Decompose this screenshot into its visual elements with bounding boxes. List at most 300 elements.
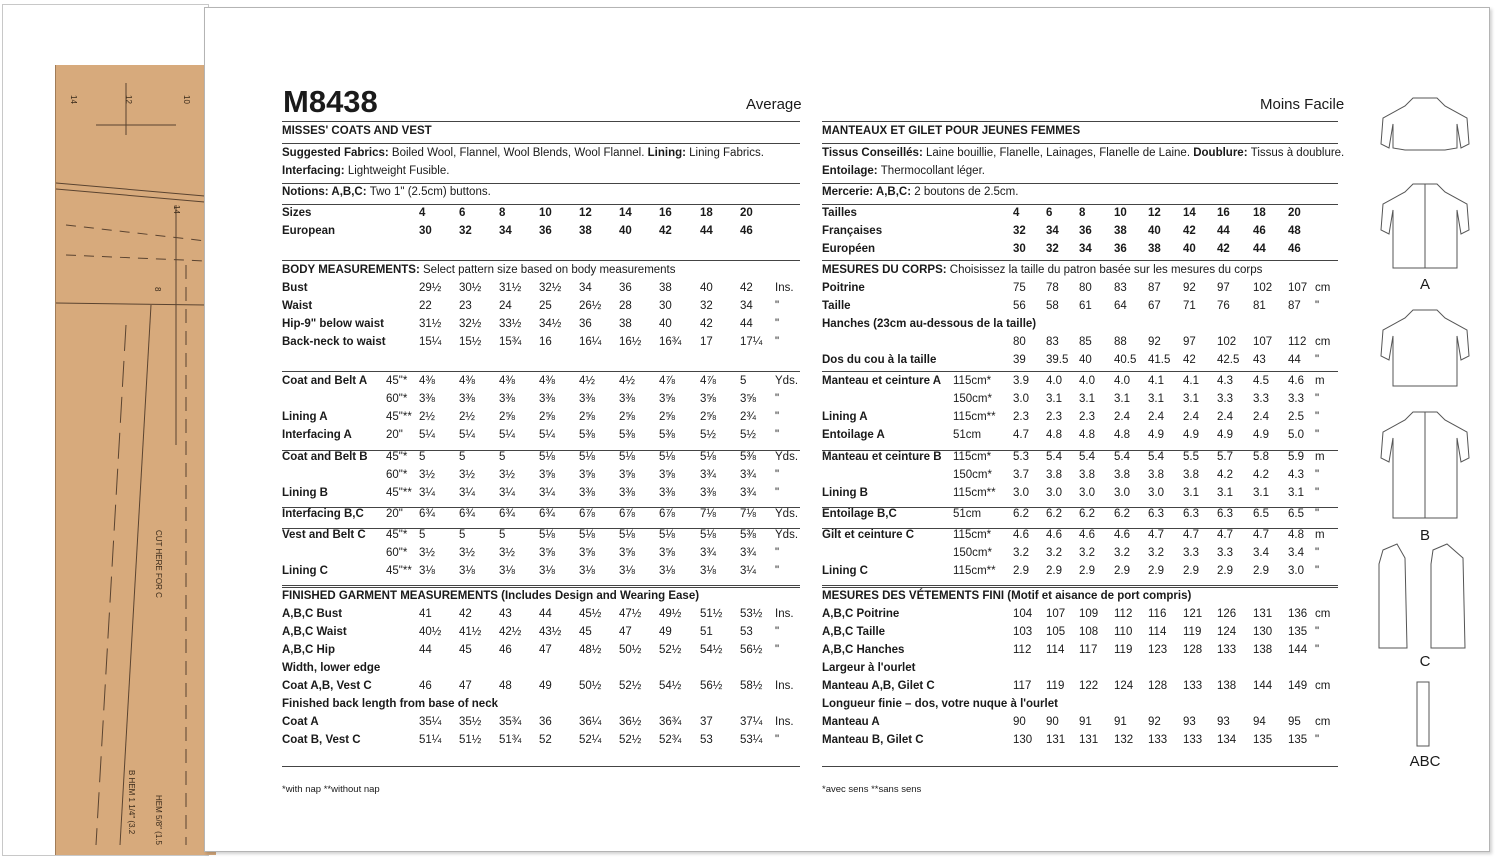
lining-text: Lining Fabrics. [689,147,764,159]
value-cell: 40 [1079,354,1092,366]
value-cell: 3.3 [1217,393,1233,405]
value-cell: 7⅛ [700,508,716,520]
unit-cell: " [775,429,780,441]
value-cell: 6¾ [499,508,515,520]
fabric-width: 115cm** [953,411,996,423]
body-row-label: Hip-9" below waist [282,318,384,330]
suggested-fabrics [822,147,1344,159]
value-cell: 52¼ [579,734,602,746]
size-cell: 6 [459,207,466,219]
value-cell: 112 [1013,644,1032,656]
value-cell: 5¼ [459,429,475,441]
size-cell: 46 [1288,243,1301,255]
value-cell: 4.7 [1013,429,1029,441]
size-cell: 18 [1253,207,1266,219]
value-cell: 6.3 [1217,508,1233,520]
value-cell: 4.9 [1253,429,1269,441]
value-cell: 36 [539,716,552,728]
value-cell: 3⅝ [740,393,756,405]
value-cell: 40 [659,318,672,330]
divider [282,143,800,144]
size-cell: 42 [1217,243,1230,255]
value-cell: 31½ [419,318,442,330]
value-cell: 3.3 [1253,393,1269,405]
value-cell: 49 [539,680,552,692]
value-cell: 29½ [419,282,442,294]
finished-row-label: A,B,C Waist [282,626,347,638]
fabric-width: 45"** [386,411,412,423]
value-cell: 37 [700,716,713,728]
value-cell: 47 [619,626,632,638]
value-cell: 34½ [539,318,562,330]
value-cell: 6.2 [1013,508,1029,520]
size-cell: 40 [1148,225,1161,237]
value-cell: 5⅜ [579,429,595,441]
value-cell: 119 [1046,680,1065,692]
unit-cell: " [1315,429,1320,441]
value-cell: 6⅞ [619,508,635,520]
size-cell: 32 [1046,243,1059,255]
tissue-cut-text: CUT HERE FOR C [154,530,163,598]
value-cell: 124 [1217,626,1237,638]
value-cell: 93 [1183,716,1196,728]
value-cell: 17¼ [740,336,763,348]
value-cell: 58½ [740,680,763,692]
size-cell: 8 [499,207,506,219]
unit-cell: cm [1315,608,1331,620]
value-cell: 2.9 [1046,565,1062,577]
unit-cell: cm [1315,680,1331,692]
value-cell: 2⅝ [659,411,675,423]
value-cell: 136 [1288,608,1308,620]
value-cell: 3½ [499,547,515,559]
finished-row-label: Coat A [282,716,319,728]
value-cell: 3.1 [1183,487,1199,499]
value-cell: 119 [1183,626,1202,638]
divider [822,204,1338,205]
value-cell: 3.8 [1148,469,1164,481]
size-cell: 36 [1079,225,1092,237]
value-cell: 102 [1217,336,1237,348]
size-cell: 18 [700,207,713,219]
finished-row-label: Manteau A,B, Gilet C [822,680,935,692]
size-cell: 12 [1148,207,1161,219]
size-cell: 46 [1253,225,1266,237]
value-cell: 3.2 [1013,547,1029,559]
value-cell: 71 [1183,300,1196,312]
value-cell: 56½ [740,644,763,656]
value-cell: 3⅛ [499,565,515,577]
value-cell: 5½ [700,429,716,441]
fabric-width: 51cm [953,508,982,520]
value-cell: 135 [1253,734,1273,746]
value-cell: 22 [419,300,432,312]
value-cell: 92 [1148,716,1161,728]
value-cell: 75 [1013,282,1026,294]
value-cell: 121 [1183,608,1203,620]
value-cell: 56½ [700,680,723,692]
value-cell: 35½ [459,716,482,728]
size-cell: 42 [1183,225,1196,237]
value-cell: 2.4 [1148,411,1164,423]
value-cell: 5¼ [539,429,555,441]
size-cell: 40 [1183,243,1196,255]
value-cell: 58 [1046,300,1059,312]
lining-label: Lining: [647,147,690,159]
value-cell: 31½ [499,282,522,294]
size-cell: 46 [740,225,753,237]
value-cell: 104 [1013,608,1033,620]
value-cell: 2⅝ [499,411,515,423]
value-cell: 4⅜ [459,375,475,387]
value-cell: 2.3 [1046,411,1062,423]
fabric-width: 51cm [953,429,982,441]
size-cell: 32 [1013,225,1026,237]
value-cell: 5⅛ [700,529,716,541]
value-cell: 128 [1148,680,1168,692]
unit-cell: " [775,565,780,577]
finished-row-label: Largeur à l'ourlet [822,662,916,674]
value-cell: 133 [1217,644,1237,656]
interfacing-text: Thermocollant léger. [880,165,985,177]
value-cell: 3⅜ [419,393,435,405]
body-heading-label: MESURES DU CORPS: [822,264,950,276]
value-cell: 3⅛ [619,565,635,577]
fabric-width: 45"* [386,529,408,541]
value-cell: 42 [700,318,713,330]
value-cell: 138 [1217,680,1237,692]
value-cell: 3¼ [499,487,515,499]
value-cell: 90 [1046,716,1059,728]
value-cell: 105 [1046,626,1066,638]
value-cell: 53 [740,626,753,638]
notions-text: Two 1" (2.5cm) buttons. [369,186,491,198]
value-cell: 133 [1183,734,1203,746]
value-cell: 36¾ [659,716,682,728]
value-cell: 3⅜ [619,393,635,405]
value-cell: 3⅜ [539,393,555,405]
unit-cell: " [775,547,780,559]
value-cell: 17 [700,336,713,348]
divider [282,204,800,205]
value-cell: 3⅝ [619,547,635,559]
value-cell: 3¾ [700,547,716,559]
value-cell: 5⅜ [619,429,635,441]
value-cell: 64 [1114,300,1127,312]
value-cell: 5⅛ [659,529,675,541]
value-cell: 3⅛ [539,565,555,577]
value-cell: 3.0 [1148,487,1164,499]
view-label-a: A [1419,276,1430,293]
size-cell: 36 [539,225,552,237]
unit-cell: m [1315,529,1325,541]
unit-cell: " [775,626,780,638]
sizes-label: Tailles [822,207,857,219]
suggested-fabrics [282,147,764,159]
value-cell: 53 [700,734,713,746]
value-cell: 3½ [499,469,515,481]
unit-cell: Ins. [775,282,794,294]
value-cell: 44 [419,644,432,656]
unit-cell: " [775,734,780,746]
finished-heading: FINISHED GARMENT MEASUREMENTS (Includes Design and Wearing Ease) [282,590,700,602]
unit-cell: Yds. [775,451,799,463]
unit-cell: " [1315,411,1320,423]
unit-cell: Ins. [775,680,794,692]
tissue-mark-2: 10 [182,95,191,104]
value-cell: 3¼ [419,487,435,499]
unit-cell: " [1315,393,1320,405]
value-cell: 44 [1288,354,1301,366]
yardage-label: Coat and Belt A [282,375,368,387]
value-cell: 4.6 [1288,375,1304,387]
value-cell: 33½ [499,318,522,330]
value-cell: 135 [1288,734,1308,746]
footnote: *avec sens **sans sens [822,784,922,795]
value-cell: 134 [1217,734,1237,746]
finished-row-label: A,B,C Bust [282,608,343,620]
unit-cell: " [775,300,780,312]
yardage-label: Interfacing B,C [282,508,364,520]
divider [822,143,1338,144]
value-cell: 42 [740,282,753,294]
value-cell: 45½ [579,608,602,620]
value-cell: 40½ [419,626,442,638]
value-cell: 2.4 [1183,411,1199,423]
size-cell: 4 [1013,207,1020,219]
unit-cell: " [1315,547,1320,559]
value-cell: 3½ [459,547,475,559]
tissue-hem-c: HEM 5/8" (1.5 [154,795,163,845]
value-cell: 97 [1217,282,1230,294]
unit-cell: " [775,469,780,481]
size-cell: 44 [700,225,713,237]
value-cell: 4.0 [1079,375,1095,387]
view-label-c: C [1419,653,1431,670]
yardage-label: Coat and Belt B [282,451,368,463]
divider [822,371,1338,372]
value-cell: 3⅛ [419,565,435,577]
value-cell: 30½ [459,282,482,294]
value-cell: 3⅝ [659,547,675,559]
value-cell: 2.9 [1114,565,1130,577]
value-cell: 3¼ [459,487,475,499]
value-cell: 38 [619,318,632,330]
fabric-width: 45"* [386,375,408,387]
unit-cell: " [775,487,780,499]
value-cell: 5¼ [419,429,435,441]
value-cell: 4⅞ [700,375,716,387]
value-cell: 26½ [579,300,602,312]
value-cell: 16½ [619,336,642,348]
value-cell: 135 [1288,626,1308,638]
value-cell: 30 [659,300,672,312]
value-cell: 5⅛ [539,529,555,541]
unit-cell: Yds. [775,508,799,520]
unit-cell: " [775,393,780,405]
value-cell: 5⅜ [740,451,756,463]
value-cell: 6¾ [419,508,435,520]
fabric-width: 20" [386,508,403,520]
size-cell: 34 [1079,243,1092,255]
unit-cell: Ins. [775,716,794,728]
value-cell: 51½ [700,608,723,620]
size-cell: 30 [1013,243,1026,255]
value-cell: 87 [1148,282,1161,294]
value-cell: 47½ [619,608,642,620]
value-cell: 3⅝ [539,469,555,481]
value-cell: 2.9 [1253,565,1269,577]
finished-row-label: Longueur finie – dos, votre nuque à l'ourlet [822,698,1058,710]
value-cell: 48 [499,680,512,692]
finished-row-label: Finished back length from base of neck [282,698,498,710]
value-cell: 3⅛ [579,565,595,577]
value-cell: 2.4 [1114,411,1130,423]
tissue-mark-3: 14 [172,205,181,214]
value-cell: 5⅛ [579,529,595,541]
value-cell: 15¾ [499,336,522,348]
notions-label: Notions: A,B,C: [282,186,370,198]
divider [282,766,800,767]
size-cell: 14 [619,207,632,219]
size-cell: 12 [579,207,592,219]
value-cell: 3.0 [1013,487,1029,499]
finished-row-label: Manteau B, Gilet C [822,734,924,746]
value-cell: 92 [1148,336,1161,348]
value-cell: 5.7 [1217,451,1233,463]
divider [282,183,800,184]
difficulty-fr: Moins Facile [1260,96,1345,113]
value-cell: 5.8 [1253,451,1269,463]
value-cell: 3.0 [1288,565,1304,577]
value-cell: 5½ [740,429,756,441]
value-cell: 5 [740,375,747,387]
fabric-width: 60"* [386,469,408,481]
value-cell: 53¼ [740,734,763,746]
value-cell: 5⅛ [619,451,635,463]
value-cell: 108 [1079,626,1099,638]
value-cell: 4⅞ [659,375,675,387]
value-cell: 4½ [619,375,635,387]
value-cell: 3.7 [1013,469,1029,481]
value-cell: 3¼ [539,487,555,499]
value-cell: 48½ [579,644,602,656]
value-cell: 67 [1148,300,1161,312]
tissue-mark-0: 14 [69,95,78,104]
value-cell: 52¾ [659,734,682,746]
size-cell: 42 [659,225,672,237]
tissue-mark-1: 12 [124,95,133,104]
value-cell: 5⅛ [579,451,595,463]
unit-cell: " [775,336,780,348]
value-cell: 4.2 [1253,469,1269,481]
value-cell: 114 [1046,644,1065,656]
value-cell: 4.1 [1148,375,1164,387]
value-cell: 34 [740,300,753,312]
fabric-width: 45"** [386,487,412,499]
interfacing-line [282,165,449,177]
fabric-width: 60"* [386,393,408,405]
value-cell: 4.6 [1079,529,1095,541]
value-cell: 5⅜ [740,529,756,541]
value-cell: 6⅞ [579,508,595,520]
size-cell: 6 [1046,207,1053,219]
value-cell: 3½ [459,469,475,481]
value-cell: 80 [1079,282,1092,294]
unit-cell: " [775,644,780,656]
value-cell: 2⅝ [619,411,635,423]
fabric-width: 115cm* [953,375,992,387]
value-cell: 36 [619,282,632,294]
value-cell: 131 [1079,734,1099,746]
value-cell: 24 [499,300,512,312]
value-cell: 3.1 [1046,393,1062,405]
fabric-width: 150cm* [953,547,992,559]
finished-row-label: A,B,C Hip [282,644,336,656]
value-cell: 3.4 [1253,547,1269,559]
fabric-width: 60"* [386,547,408,559]
value-cell: 3⅜ [499,393,515,405]
value-cell: 128 [1183,644,1203,656]
value-cell: 34 [579,282,592,294]
unit-cell: " [1315,565,1320,577]
value-cell: 56 [1013,300,1026,312]
value-cell: 2⅝ [579,411,595,423]
value-cell: 3⅝ [700,393,716,405]
size-cell: 14 [1183,207,1196,219]
value-cell: 149 [1288,680,1308,692]
value-cell: 5.9 [1288,451,1304,463]
value-cell: 44 [740,318,753,330]
value-cell: 114 [1148,626,1167,638]
value-cell: 4.6 [1013,529,1029,541]
yardage-label: Lining B [822,487,868,499]
value-cell: 3.2 [1148,547,1164,559]
value-cell: 5⅛ [619,529,635,541]
value-cell: 116 [1148,608,1167,620]
value-cell: 25 [539,300,552,312]
unit-cell: " [1315,300,1320,312]
value-cell: 144 [1253,680,1273,692]
section-title: MISSES' COATS AND VEST [282,125,432,137]
value-cell: 131 [1046,734,1066,746]
value-cell: 6.2 [1114,508,1130,520]
value-cell: 6.3 [1183,508,1199,520]
divider [822,121,1338,122]
yardage-label: Gilt et ceinture C [822,529,915,541]
fabric-width: 150cm* [953,393,992,405]
fabric-width: 45"** [386,565,412,577]
value-cell: 3.3 [1217,547,1233,559]
value-cell: 51¾ [499,734,522,746]
body-heading-text: Select pattern size based on body measurements [423,264,676,276]
fabrics-label: Tissus Conseillés: [822,147,926,159]
body-heading-text: Choisissez la taille du patron basée sur les mesures du corps [949,264,1263,276]
value-cell: 5 [419,529,426,541]
size-cell: 4 [419,207,426,219]
size-cell: 10 [539,207,552,219]
unit-cell: " [1315,626,1320,638]
pattern-number: M8438 [283,84,378,119]
value-cell: 52½ [619,734,642,746]
value-cell: 44 [539,608,552,620]
value-cell: 5 [499,451,506,463]
divider [282,585,800,586]
value-cell: 36 [579,318,592,330]
yardage-label: Lining B [282,487,328,499]
value-cell: 5.4 [1079,451,1095,463]
value-cell: 3⅛ [459,565,475,577]
